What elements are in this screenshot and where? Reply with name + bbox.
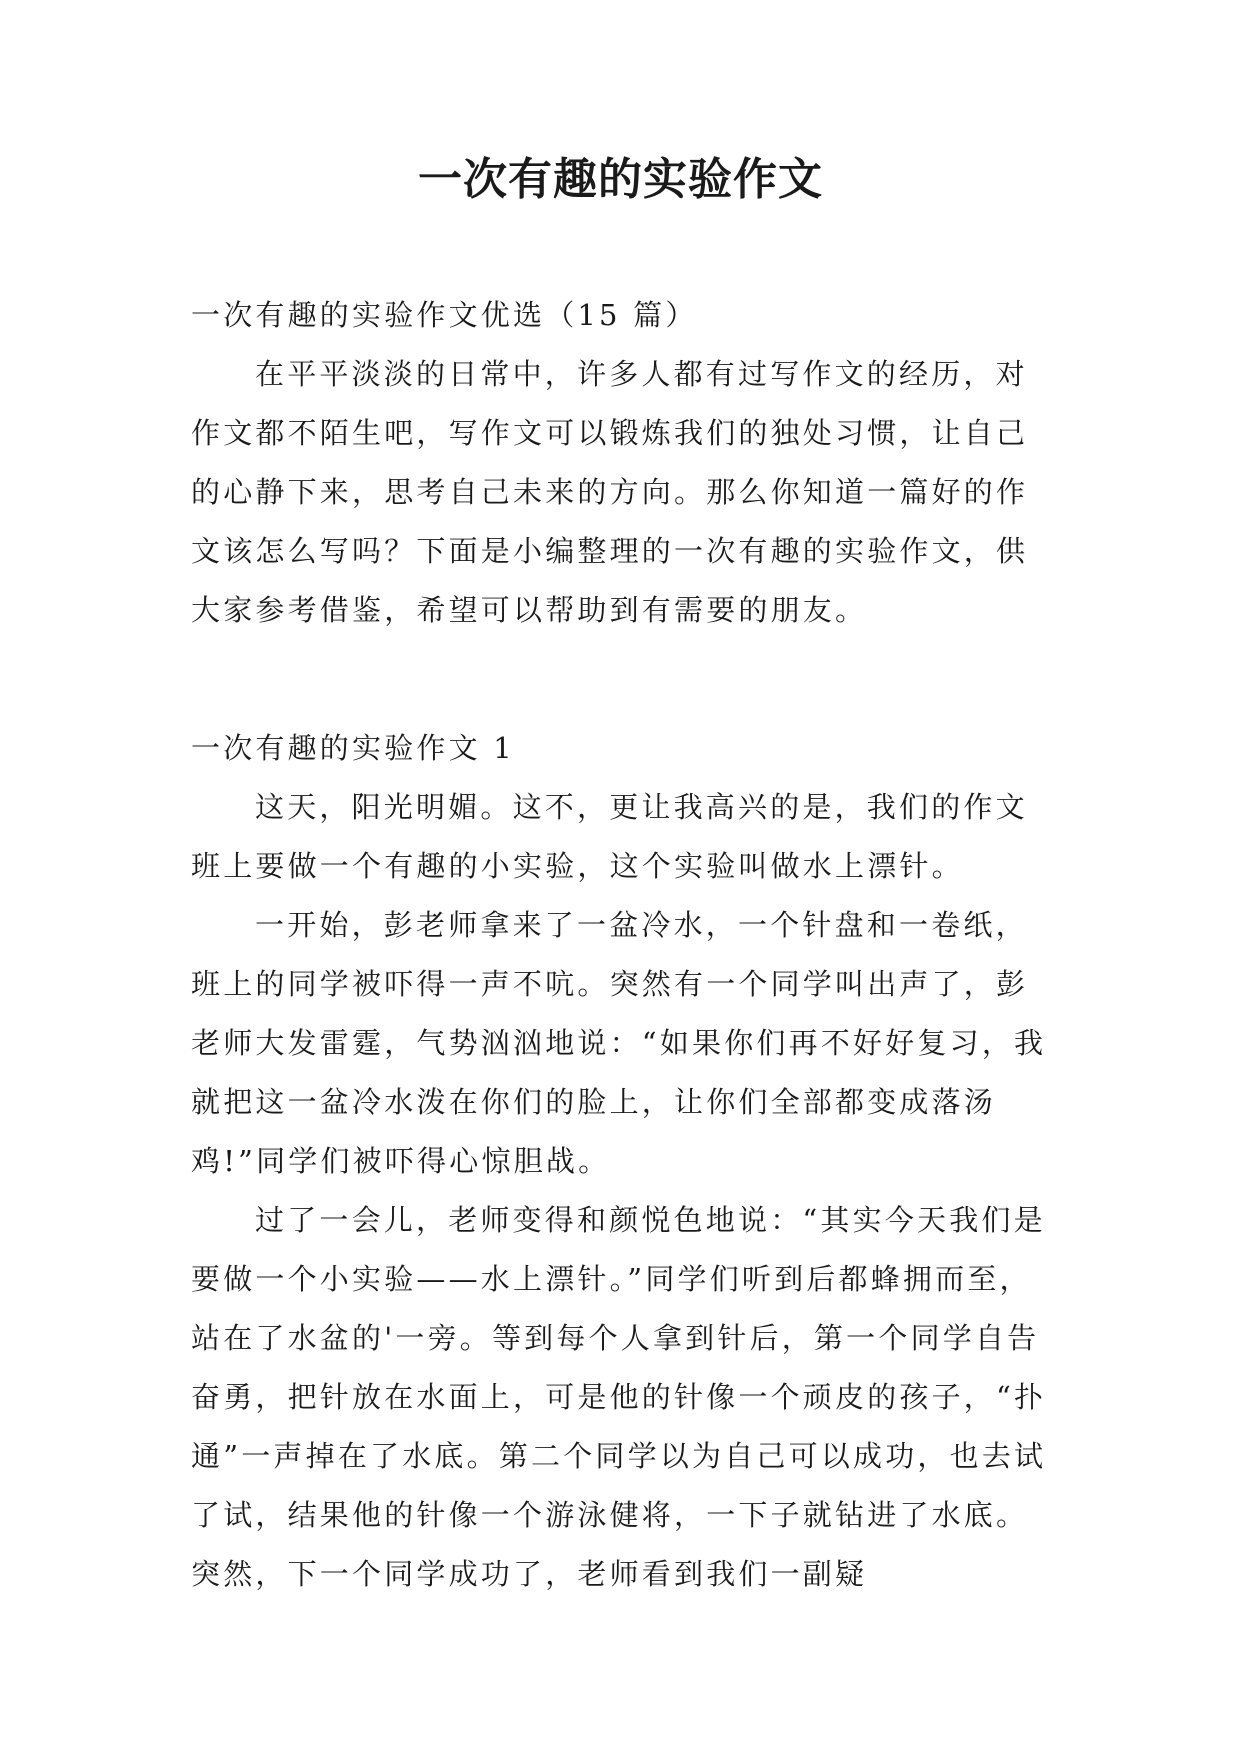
- body-paragraph: 这天，阳光明媚。这不，更让我高兴的是，我们的作文班上要做一个有趣的小实验，这个实验叫做水上漂针。: [191, 790, 1028, 883]
- body-paragraph: 一开始，彭老师拿来了一盆冷水，一个针盘和一卷纸，班上的同学被吓得一声不吭。突然有一个同学叫出声了，彭老师大发雷霆，气势汹汹地说：“如果你们再不好好复习，我就把这一盆冷水泼在你们的脸上，让你们全部都变成落汤鸡!”同学们被吓得心惊胆战。: [191, 908, 1047, 1178]
- body-paragraph: 过了一会儿，老师变得和颜悦色地说：“其实今天我们是要做一个小实验——水上漂针。”同学们听到后都蜂拥而至，站在了水盆的'一旁。等到每个人拿到针后，第一个同学自告奋勇，把针放在水面上，可是他的针像一个顽皮的孩子，“扑通”一声掉在了水底。第二个同学以为自己可以成功，也去试了试，结果他的针像一个游泳健将，一下子就钻进了水底。突然，下一个同学成功了，老师看到我们一副疑: [191, 1203, 1047, 1591]
- document-subtitle: 一次有趣的实验作文优选（15 篇）: [191, 298, 698, 332]
- intro-paragraph: 在平平淡淡的日常中，许多人都有过写作文的经历，对作文都不陌生吧，写作文可以锻炼我们的独处习惯，让自己的心静下来，思考自己未来的方向。那么你知道一篇好的作文该怎么写吗？下面是小编整理的一次有趣的实验作文，供大家参考借鉴，希望可以帮助到有需要的朋友。: [191, 357, 1029, 627]
- document-title: 一次有趣的实验作文: [418, 154, 823, 205]
- document-body: [191, 286, 1051, 1604]
- section-spacer: [191, 640, 1051, 719]
- section-heading: 一次有趣的实验作文 1: [191, 731, 515, 765]
